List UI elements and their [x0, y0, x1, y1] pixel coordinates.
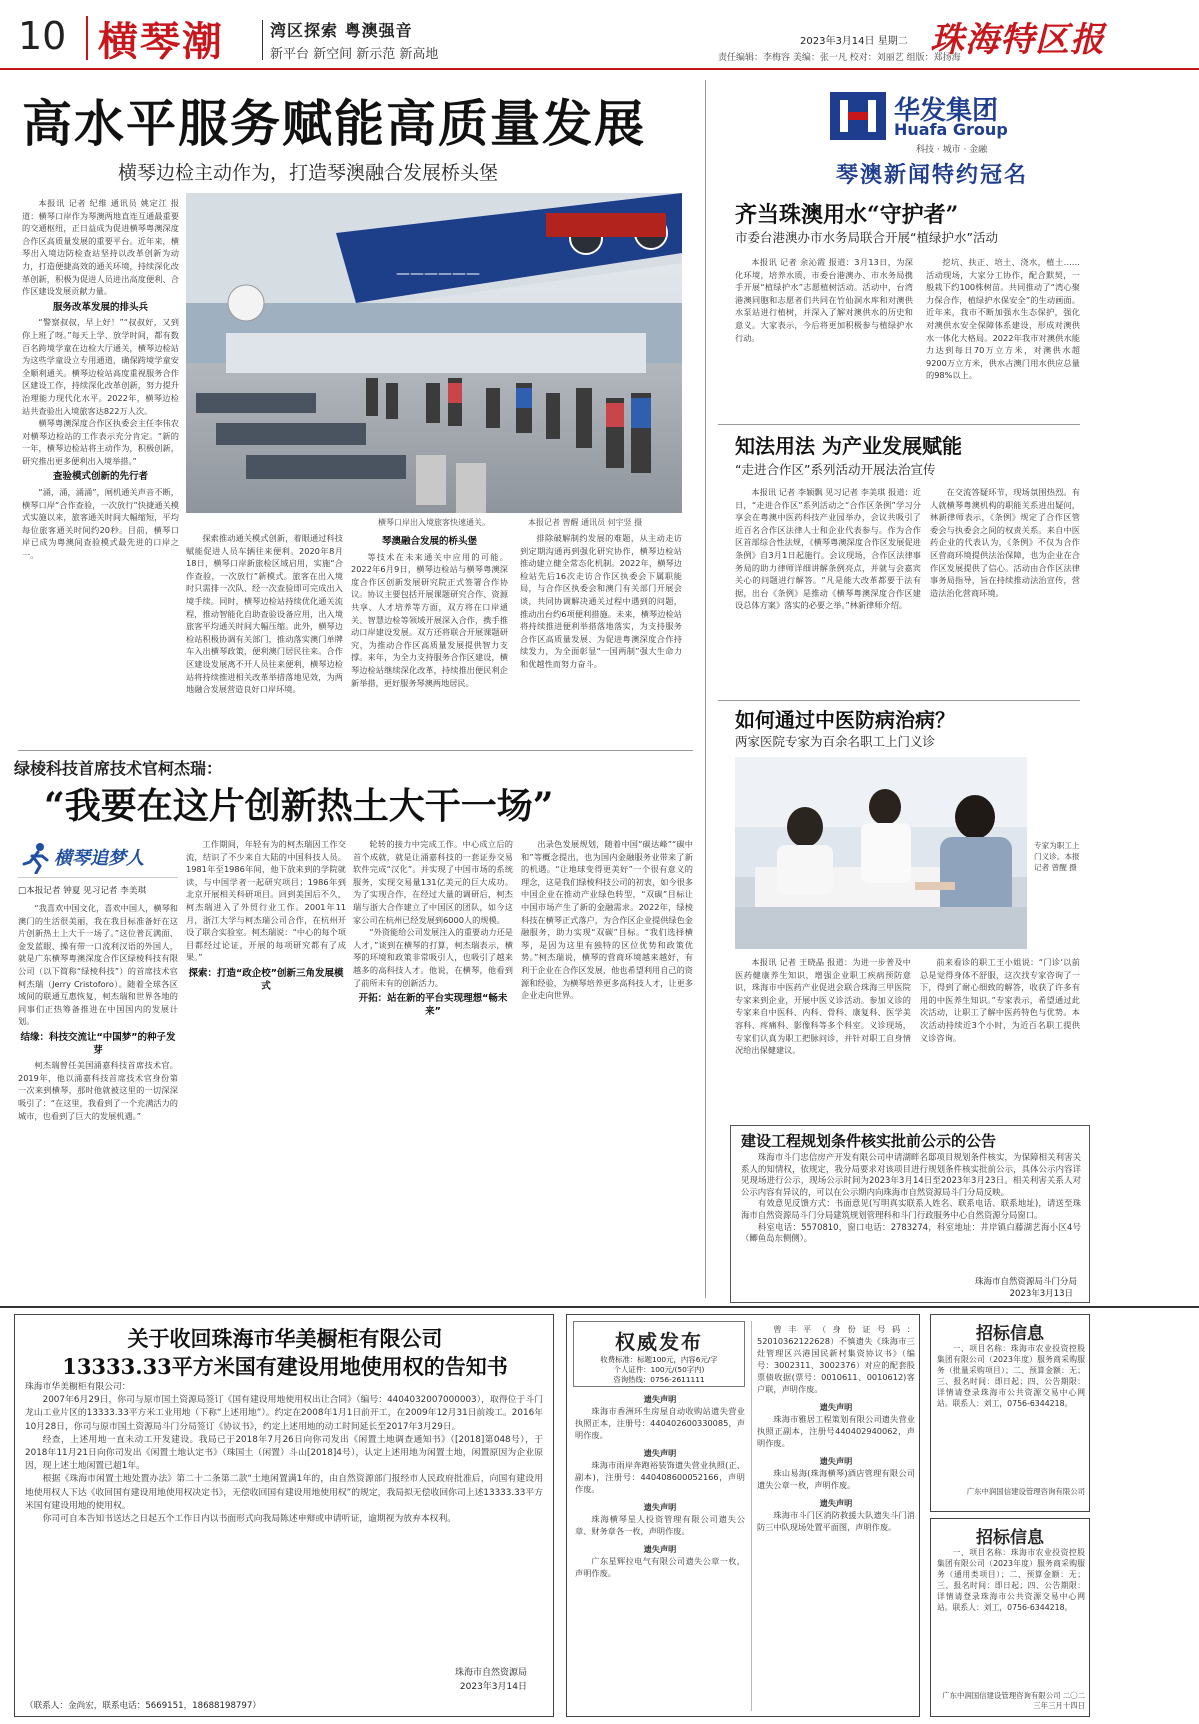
tcm-column-1: 本报讯 记者 王晓晶 报道：为进一步普及中医药健康养生知识，增强企业职工疾病预防意识，珠海市中医药产业促进会联合珠海三甲医院专家来到企业，开展中医义诊活动。参加义诊的专家来自中医科、内科、骨科、康复科、医学美容科、疼痛科、影像科等多个科室。义诊现场，专家们认真为职工把脉问诊，并针对职工自身情况给出保健建议。 [735, 957, 911, 1056]
bid-title: 招标信息 [976, 1324, 1044, 1344]
authority-header [573, 1321, 745, 1387]
tcm-column-2: 前来看诊的职工王小姐说：“门诊‘以前总是觉得身体不舒服，这次找专家咨询了一下，得到了耐心细致的解答，收获了许多有用的中医养生知识。”专家表示，希望通过此次活动，让职工了解中医药特色与优势。本次活动持续近3个小时，为近百名职工提供义诊咨询。 [920, 957, 1080, 1043]
sponsor-name-en: Huafa Group [894, 120, 1008, 139]
planning-notice-signature: 珠海市自然资源局斗门分局 [974, 1277, 1077, 1287]
tcm-photo-caption: 专家为职工上门义诊。本报记者 曾醒 摄 [1034, 841, 1080, 872]
lead-photo-caption: 横琴口岸出入境旅客快速通关。 [378, 518, 490, 527]
list-item: 遗失声明 珠海横琴星人投资管理有限公司遗失公章、财务章各一枚，声明作废。 [575, 1502, 745, 1536]
authority-info-2: 个人证件：100元/(50字内) [613, 1365, 705, 1374]
profile-column-2: 工作期间，年轻有为的柯杰瑞因工作交流，结识了不少来自大陆的中国科技人员。1981年至1986年间，他下放来到的学院就读，与中国学者一起研究项目；1986年到北京开展相关科研项目。回到美国后不久，柯杰瑞进入了外贸行业工作。2001年11月，浙江大学与柯杰瑞公司合作，在杭州开设了联合实验室。柯杰瑞说：“中心的每个项目都经过论证，开展的每项研究都有了成果。” 探索：打造“政企校”创新三角发展模式 [186, 839, 346, 992]
svg-text:——————: —————— [396, 266, 480, 282]
authority-right-list [757, 1323, 915, 1711]
sponsor-title: 琴澳新闻特约冠名 [835, 162, 1028, 188]
land-notice-contact: （联系人：金尚宏，联系电话：5669151，18688198797） [25, 1701, 261, 1711]
planning-notice-body: 珠海市斗门忠信房产开发有限公司申请湖畔名邸项目规划条件核实，为保障相关利害关系人的知情权，依规定，我分局要求对该项目进行规划条件核实批前公示，具体公示内容详见现场进行公示，现场公示时间为2023年3月14日至2023年3月23日。相关利害关系人对公示内容有异议的，可以在公示期内向珠海市自然资源局斗门分局反映。 有效意见反馈方式：书面意见(写明真实联系人姓名、联系电话、联系地址)，请送至珠海市自然资源局斗门分局建筑规划管理科和斗门行政服务中心自然资源分局窗口。 科室电话：5570810，窗口电话：2783274，科室地址：井岸镇白藤湖艺海小区4号（鲫鱼岛东侧侧）。 [741, 1152, 1081, 1244]
tcm-headline: 如何通过中医防病治病？ [735, 708, 955, 732]
runner-icon [20, 842, 50, 874]
sponsor-name: 华发集团 [894, 96, 999, 126]
sponsor-tagline: 科技 · 城市 · 金融 [916, 145, 988, 155]
land-notice-body: 珠海市华美橱柜有限公司： 2007年6月29日，你司与原市国土资源局签订《国有建设用地使用权出让合同》（编号：4404032007000003），取得位于斗门龙山工业片区的13333.33平方米工业用地（下称“上述用地”）。约定在2008年1月1日前开工，在2009年12月31日前竣工。2016年10月28日，你司与原市国土资源局斗门分局签订《协议书》，约定上述用地的动工时间延长至2017年3月29日。 经查，上述用地一直未动工开发建设。我局已于2018年7月26日向你司发出《闲置土地调查通知书》（[2018]第048号），于2018年11月21日向你司发出《闲置土地认定书》（珠国土（闲置）斗山[2018]4号），认定上述用地为闲置土地，闲置原因为企业原因，现上述土地闲置已超1年。 根据《珠海市闲置土地处置办法》第二十二条第二款“土地闲置满1年的，由自然资源部门报经市人民政府批准后，向国有建设用地使用权人下达《收回国有建设用地使用权决定书》，无偿收回国有建设用地使用权”的规定，我局拟无偿收回你司上述13333.33平方米国有建设用地的使用权。 你司可自本告知书送达之日起五个工作日内以书面形式向我局陈述申辩或申请听证，逾期视为放弃本权利。 [25, 1382, 543, 1525]
list-item: 遗失声明 珠山易海(珠海横琴)酒店管理有限公司遗失公章一枚，声明作废。 [757, 1456, 915, 1490]
list-item: 遗失声明 珠海市雅居工程策划有限公司遗失营业执照正副本，注册号440402940062，声明作废。 [757, 1402, 915, 1448]
water-subheadline: 市委台港澳办市水务局联合开展“植绿护水”活动 [735, 230, 998, 245]
lead-subheadline: 横琴边检主动作为，打造琴澳融合发展桥头堡 [118, 162, 499, 184]
profile-column-4: 出录色发展规划，随着中国“碳达峰”“碳中和”等概念提出，也为国内金融服务业带来了新的机遇。“让地球变得更美好”一个很有意义的理念，这是我们绿棱科技公司的初衷，如今很多中国企业在推动产业绿色转型，“双碳”目标让中国市场产生了新的金融需求。2022年，绿棱科技在横琴正式落户，为合作区企业提供绿色金融服务，助力实现“双碳”目标。“我们选择横琴，是因为这里有独特的区位优势和政策优势。”柯杰瑞说，横琴的营商环境越来越好，有利于企业在合作区发展，他也希望利用自己的资源和经验，为横琴培养更多高科技人才，让更多企业走向世界。 [521, 839, 693, 1001]
planning-notice-date: 2023年3月13日 [1009, 1289, 1073, 1299]
section-title: 横琴潮 [98, 18, 224, 65]
sponsor-block [812, 86, 1142, 196]
lead-column-4: 排除破解制约发展的难题，从主动走访到定期沟通再到强化研究协作，横琴边检站推动建立健全常态化机制。2022年，横琴边检站先后16次走访合作区执委会下属职能局，与合作区执委会和澳门有关部门开展会谈，共同协调解决通关过程中遇到的问题，推动出台约6项便利措施。未来，横琴边检站将持续推进便利举措落地落实，为支持服务合作区高质量发展、为促进粤澳深度合作持续发力，为全面彰显“一国两制”强大生命力和优越性而努力奋斗。 [520, 533, 682, 669]
page-number: 10 [18, 14, 67, 58]
lead-column-1: 本报讯 记者 纪维 通讯员 姚定江 报道：横琴口岸作为琴澳两地直连互通最重要的交通枢纽，正日益成为促进横琴粤澳深度合作区高质量发展的重要平台。近年来，横琴出入境边防检查站坚持以改革创新为动力，打造便捷高效的通关环境，持续深化改革创新，积极为促进人员进出高度便利、合作区建设发展贡献力量。 服务改革发展的排头兵 “警察叔叔，早上好！”“叔叔好，又到你上班了呀。”每天上学、放学时间，都有数百名跨境学童在边检大厅通关，横琴边检站为这些学童设立专用通道，确保跨境学童安全顺利通关。横琴边检站高度重视服务合作区建设工作，持续深化改革创新，努力提升治理能力现代化水平。2022年，横琴边检站共查验出入境旅客达822万人次。 横琴粤澳深度合作区执委会主任李伟农对横琴边检站的工作表示充分肯定。“新的一年，横琴边检站将主动作为，积极创新，研究推出更多便利出入境举措。” 查验模式创新的先行者 “涌，涌，涌涌”，闸机通关声音不断，横琴口岸“合作查验，一次放行”快捷通关模式实施以来，旅客通关时间大幅缩短，平均每位旅客通关时间约20秒。目前，横琴口岸已成为粤澳间查验模式最先进的口岸之一。 [22, 198, 179, 561]
profile-headline: “我要在这片创新热土大干一场” [44, 785, 554, 827]
bid-notice-2 [930, 1518, 1090, 1717]
land-notice-signature: 珠海市自然资源局 [454, 1668, 527, 1678]
planning-notice [730, 1125, 1090, 1303]
water-column-2: 挖坑、扶正、培土、浇水，植土……活动现场，大家分工协作，配合默契，一般栽下约100株树苗。共同推动了“湾心聚力保合作，植绿护水保安全”的生动画面。近年来，我市不断加强水生态保护，强化对澳供水安全保障体系建设，形成对澳供水一体化大格局。2022年我市对澳供水能力达到每日70万立方米，对澳供水超9200万立方米，供水占澳门用水供应总量的98%以上。 [926, 257, 1080, 381]
column-logo-text: 横琴追梦人 [54, 848, 144, 869]
slogan-line2: 新平台 新空间 新示范 新高地 [270, 47, 439, 62]
law-headline: 知法用法 为产业发展赋能 [735, 434, 962, 458]
water-headline: 齐当珠澳用水“守护者” [735, 202, 959, 228]
authority-release [566, 1314, 920, 1717]
column-logo [18, 838, 178, 878]
tcm-photo [735, 757, 1027, 949]
list-item: 曾丰平（身份证号码：52010362122628）不慎遗失《珠海市三灶管理区兴港国民新村集资协议书》（编号：3002311、3002376）对应的配套股票债收据(票号：0010611、0010612)客户联，声明作废。 [757, 1324, 915, 1394]
authority-info-3: 咨询热线：0756-2611111 [613, 1375, 705, 1384]
list-item: 遗失声明 珠海市香洲环生房屋自动收购站遗失营业执照正本，注册号：440402600330085，声明作废。 [575, 1394, 745, 1440]
land-notice-title-1: 关于收回珠海市华美橱柜有限公司 [127, 1326, 443, 1351]
profile-kicker: 绿棱科技首席技术官柯杰瑞： [14, 759, 223, 778]
profile-byline: □本报记者 钟夏 见习记者 李美琪 [18, 886, 147, 896]
water-column-1: 本报讯 记者 余沁霞 报道：3月13日，为深化环境，培养水质，市委台港澳办、市水务局携手开展“植绿护水”志愿植树活动。活动中，台湾港澳同胞和志愿者们共同在竹仙洞水库和对澳供水泵站进行植树，并深入了解对澳供水的历史和意义。大家表示，今后将更加积极参与植绿护水行动。 [735, 257, 913, 343]
profile-column-3: 轮转的接力中完成工作。中心成立后的首个成就，就是让涌嘉科技的一套证券交易软件完成“汉化”。并实现了中国市场的系统服务，实现交易量131亿美元的巨大成功。为了实现合作，在经过大量的调研后，柯杰瑞与浙大合作建立了中国区的团队，如今这家公司在杭州已经发展到6000人的规模。 “外资能给公司发展注入的重要动力还是人才，”谈到在横琴的打算，柯杰瑞表示，横琴的环境和政策非常吸引人，也吸引了越来越多的高科技人才。他说，在横琴，他看到了前所未有的创新活力。 开拓：站在新的平台实现理想“畅未来” [353, 839, 513, 1017]
land-notice-date: 2023年3月14日 [459, 1682, 527, 1692]
list-item: 遗失声明 广东星辉拉电气有限公司遗失公章一枚，声明作废。 [575, 1544, 745, 1578]
lead-headline: 高水平服务赋能高质量发展 [22, 94, 646, 153]
bid-notice-1 [930, 1314, 1090, 1512]
authority-title: 权威发布 [615, 1330, 703, 1354]
bid-body: 一、项目名称：珠海市农业投资控股集团有限公司（2023年度）服务商采购服务（通用类项目）；二、预算金额：无；三、报名时间：即日起；四、公告期限：详情请登录珠海市公共资源交易中心网站。联系人：刘工，0756-6344218。 [937, 1548, 1085, 1612]
huafa-logo-icon [830, 92, 886, 140]
lead-photo-credit: 本报记者 曾醒 通讯员 何宇竖 摄 [528, 518, 643, 527]
bid-org: 广东中润国信建设管理咨询有限公司 [966, 1487, 1085, 1496]
slogan-line1: 湾区探索 粤澳强音 [270, 21, 413, 40]
editors-line: 责任编辑：李梅容 美编：张一凡 校对：刘丽艺 组版：郑扬海 [718, 53, 961, 63]
list-item: 遗失声明 珠海市斗门区消防救援大队遗失斗门消防三中队现场处置平面图，声明作废。 [757, 1498, 915, 1532]
tcm-subheadline: 两家医院专家为百余名职工上门义诊 [735, 734, 936, 749]
planning-notice-title: 建设工程规划条件核实批前公示的公告 [741, 1132, 997, 1150]
bid-body: 一、项目名称：珠海市农业投资控股集团有限公司（2023年度）服务商采购服务（批量采购项目）；二、预算金额：无；三、报名时间：即日起；四、公告期限：详情请登录珠海市公共资源交易中心网站。联系人：刘工，0756-6344218。 [937, 1344, 1085, 1408]
law-column-2: 在交流答疑环节，现场氛围热烈。有人就横琴粤澳机构的职能关系进出疑问，林新律师表示，《条例》规定了合作区管委会与执委会之间的权责关系。来自中医药企业的代表认为，《条例》不仅为合作区营商环境提供法治保障，也为企业在合作区发展提供了信心。活动由合作区法律事务局指导，旨在持续推动法治宣传，营造法治化营商环境。 [930, 487, 1080, 598]
bid-org: 广东中润国信建设管理咨询有限公司 二〇二三年三月十四日 [942, 1691, 1085, 1710]
profile-column-1: “我喜欢中国文化，喜欢中国人，横琴和澳门的生活很美丽，我在我目标准备好在这片创新热土上大干一场了。”这位普瓦满面、金发蓝眼、操有带一口流利汉语的外国人，就是广东横琴粤澳深度合作区绿棱科技有限公司（以下简称“绿棱科技”）的首席技术官柯杰瑞（Jerry Cristoforo）。随着全球各区域间的联通互惠恢复，柯杰瑞和世界各地的同事们正热筹备推进在中国国内的发展计划。 结缘：科技交流让“中国梦”的种子发芽 柯杰瑞曾任美国涌嘉科技首席技术官。2019年，他以涌嘉科技首席技术官身份第一次来到横琴，那时他就被这里的一切深深吸引了：“在这里，我看到了一个充满活力的城市，也看到了巨大的发展机遇。” [18, 903, 178, 1121]
issue-date: 2023年3月14日 星期二 [800, 36, 908, 47]
bid-title: 招标信息 [976, 1528, 1044, 1548]
law-subheadline: “走进合作区”系列活动开展法治宣传 [735, 462, 936, 477]
lead-photo [186, 193, 682, 513]
authority-info-1: 收费标准：标题100元，内容6元/字 [600, 1355, 718, 1364]
masthead [0, 0, 1199, 72]
land-notice [14, 1314, 554, 1717]
paper-name-logo: 珠海特区报 [930, 20, 1105, 60]
lead-column-2: 探索推动通关模式创新，着眼通过科技赋能促进人员车辆往来便利。2020年8月18日，横琴口岸新旅检区域启用，实施“合作查验，一次放行”新模式。旅客在出入境时只需排一次队、经一次查验即可完成出入境手续。同时，横琴边检站持续优化通关流程，推动智能化自助查验设备应用，出入境旅客平均通关时间大幅压缩。此外，横琴边检站积极协调有关部门，推动落实澳门单牌车入出横琴政策，便利澳门居民往来。合作区建设发展离不开人员往来便利，横琴边检站将持续推进相关改革举措落地见效，为两地融合发展营造良好口岸环境。 [186, 533, 343, 695]
lead-column-3: 琴澳融合发展的桥头堡 等技术在未来通关中应用的可能。2022年6月9日，横琴边检站与横琴粤澳深度合作区创新发展研究院正式签署合作协议。协议主要包括开展课题研究合作、资源共享、人才培养等方面，双方将在口岸通关、智慧边检等领域开展深入合作，携手推动口岸建设发展。双方还将联合开展课题研究，为推动合作区高质量发展提供智力支撑。来年，为全力支持服务合作区建设，横琴边检站继续深化改革，持续推出便民利企新举措，更好服务琴澳两地居民。 [351, 536, 508, 688]
law-column-1: 本报讯 记者 李颖飘 见习记者 李美琪 报道：近日，“走进合作区”系列活动之“合作区条例”学习分享会在粤澳中医药科技产业园举办，会议共吸引了近百名合作区法律人士和企业代表参与。作为合作区首部综合性法规，《横琴粤澳深度合作区发展促进条例》自3月1日起施行。会议现场，合作区法律事务局的助力律师详细讲解条例亮点，并就与会嘉宾关心的问题进行解答。“凡是能大改革都要于法有据，出台《条例》是推动《横琴粤澳深度合作区建设总体方案》落实的必要之举。”林新律师介绍。 [735, 487, 921, 611]
land-notice-title-2: 13333.33平方米国有建设用地使用权的告知书 [62, 1354, 508, 1379]
list-item: 遗失声明 珠海市雨岸奔跑裕装饰遗失营业执照(正、副本)，注册号：440408600052166，声明作废。 [575, 1448, 745, 1494]
authority-left-list [575, 1393, 745, 1711]
